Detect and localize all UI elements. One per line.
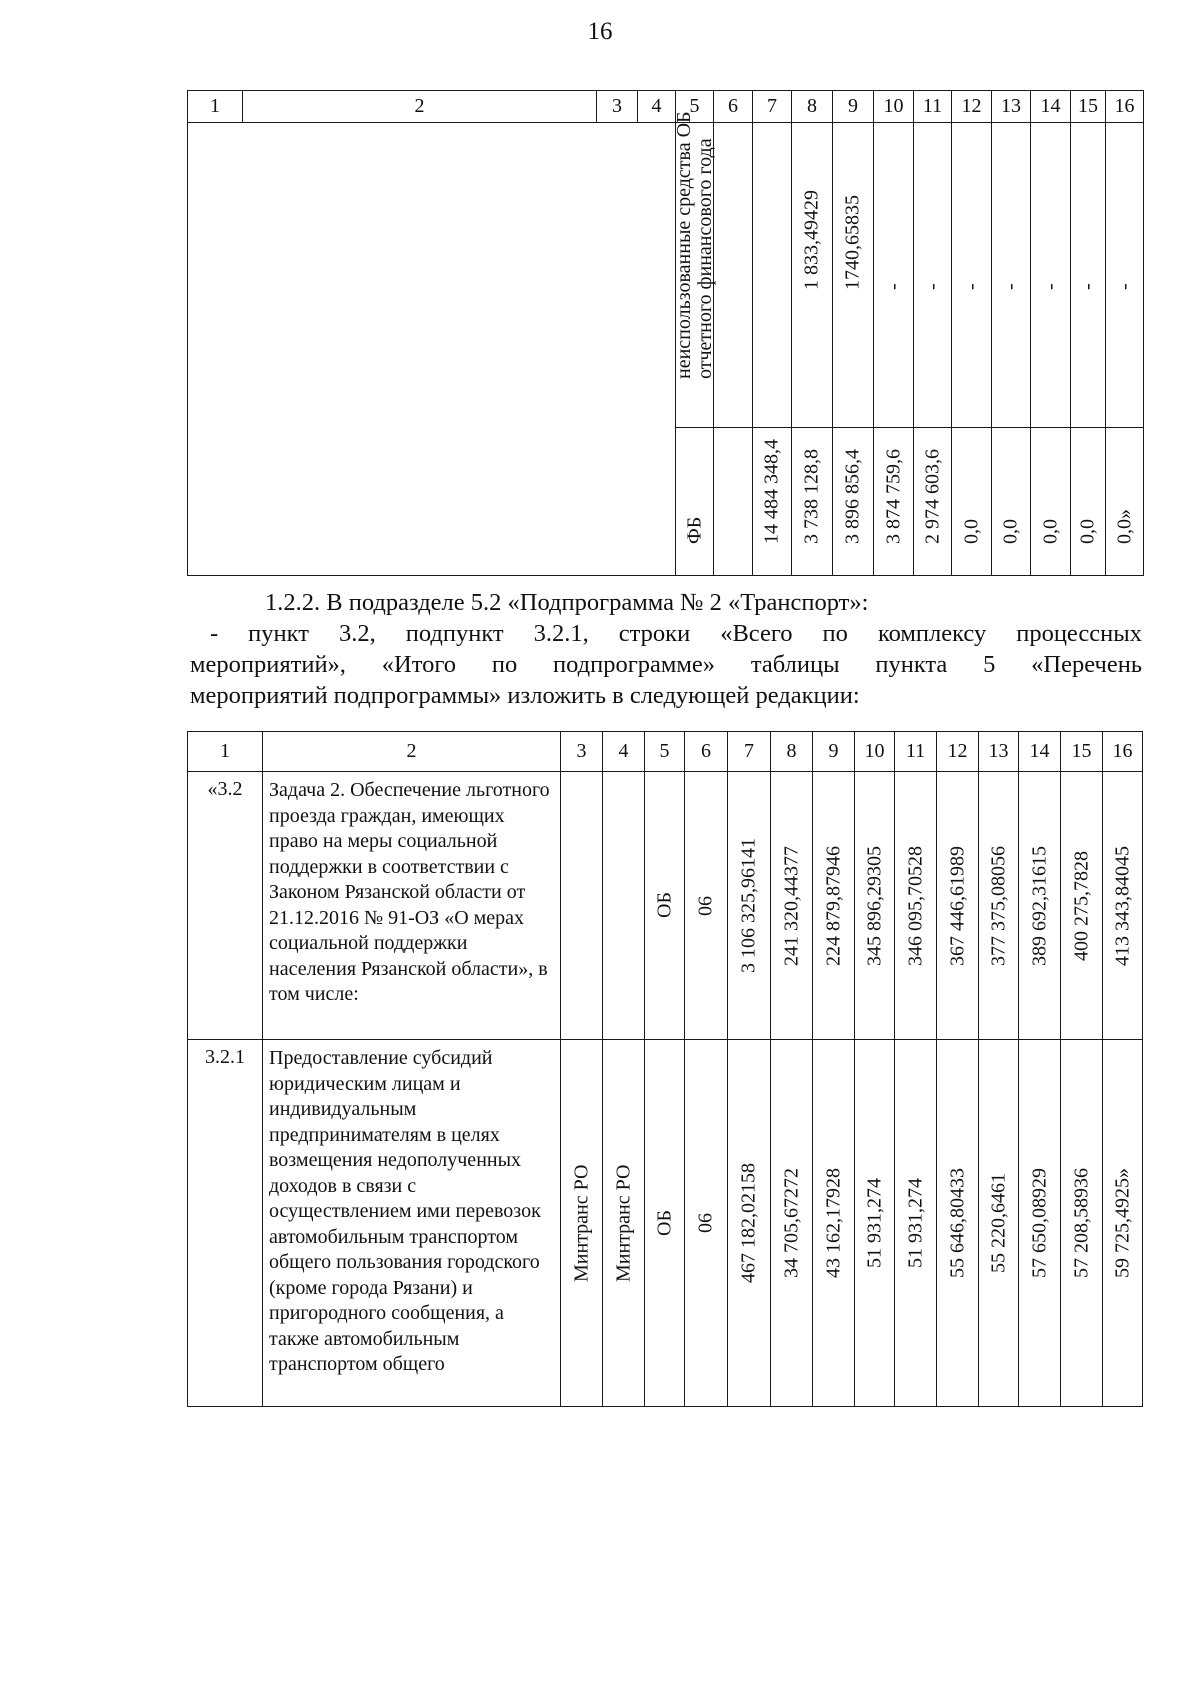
value-cell [833, 123, 874, 428]
value-cell [937, 1040, 979, 1407]
value-cell [1061, 1040, 1103, 1407]
empty-merged-cell [188, 123, 676, 576]
table-continuation [187, 90, 1144, 576]
value-cell [979, 1040, 1019, 1407]
cell-value: 57 650,08929 [1028, 1168, 1050, 1278]
column-header: 16 [1106, 91, 1144, 123]
column-header: 2 [243, 91, 597, 123]
value-cell [645, 772, 685, 1040]
value-cell [1031, 428, 1071, 576]
cell-value: 1 833,49429 [800, 190, 823, 290]
value-cell [1061, 772, 1103, 1040]
column-header: 7 [753, 91, 792, 123]
cell-value: 0,0 [960, 519, 982, 544]
value-cell [895, 772, 937, 1040]
table-row [188, 123, 1144, 428]
value-cell [1019, 772, 1061, 1040]
value-cell [1019, 1040, 1061, 1407]
value-cell [813, 1040, 855, 1407]
cell-value: 3 896 856,4 [841, 449, 864, 544]
cell-value: 1740,65835 [841, 195, 864, 290]
table-activities [187, 731, 1143, 1407]
cell-value: 0,0 [999, 519, 1022, 544]
value-cell [1103, 772, 1143, 1040]
cell-value: 06 [694, 1213, 717, 1233]
section-heading-text: 1.2.2. В подразделе 5.2 «Подпрограмма № 2 «Транспорт»: [265, 589, 869, 616]
cell-value: 06 [694, 895, 717, 916]
value-cell [914, 123, 952, 428]
page-number: 16 [587, 18, 613, 45]
value-cell [771, 772, 813, 1040]
cell-value: - [1039, 283, 1061, 290]
value-cell [645, 1040, 685, 1407]
column-header: 14 [1019, 732, 1061, 772]
cell-value: 51 931,274 [904, 1178, 926, 1268]
value-cell [728, 772, 771, 1040]
value-cell [952, 428, 992, 576]
column-header: 3 [597, 91, 638, 123]
cell-value: Минтранс РО [612, 1164, 634, 1282]
value-cell [813, 772, 855, 1040]
table-row [188, 1040, 1143, 1407]
cell-value: 3 874 759,6 [882, 449, 904, 544]
cell-value: 241 320,44377 [780, 845, 802, 966]
column-header: 4 [638, 91, 676, 123]
cell-value: 367 446,61989 [946, 845, 968, 966]
column-header: 2 [263, 732, 561, 772]
value-cell [603, 1040, 645, 1407]
column-header: 12 [952, 91, 992, 123]
value-cell [992, 123, 1031, 428]
value-cell [833, 428, 874, 576]
column-header: 9 [813, 732, 855, 772]
value-cell [771, 1040, 813, 1407]
cell-value: 467 182,02158 [737, 1163, 760, 1283]
value-cell [792, 123, 833, 428]
value-cell [728, 1040, 771, 1407]
row-description: Задача 2. Обеспечение льготного проезда граждан, имеющих право на меры социальной поддержки в соответствии с Законом Рязанской области от 21.12.2016 № 91-ОЗ «О мерах социальной поддержки населения Рязанской области», в том числе: [263, 772, 561, 1040]
cell-value: - [1076, 283, 1099, 290]
cell-value: 43 162,17928 [822, 1168, 844, 1278]
cell-value: - [1113, 283, 1135, 290]
column-header: 4 [603, 732, 645, 772]
value-cell [753, 123, 792, 428]
value-cell [753, 428, 792, 576]
cell-value: 14 484 348,4 [760, 439, 783, 544]
row-description: Предоставление субсидий юридическим лицам и индивидуальным предпринимателям в целях возмещения недополученных доходов в связи с осуществлением ими перевозок автомобильным транспортом общего пользования городского (кроме города Рязани) и пригородного сообщения, а также автомобильным транспортом общего [263, 1040, 561, 1407]
column-header: 14 [1031, 91, 1071, 123]
value-cell [792, 428, 833, 576]
value-cell [937, 772, 979, 1040]
value-cell [1071, 123, 1106, 428]
paragraph-line-3: мероприятий подпрограммы» изложить в следующей редакции: [190, 682, 860, 709]
source-label: ФБ [683, 516, 705, 544]
column-header: 13 [992, 91, 1031, 123]
column-header: 1 [188, 732, 263, 772]
cell-value: 55 220,6461 [987, 1173, 1009, 1273]
source-label-cell [672, 111, 716, 428]
column-header: 5 [645, 732, 685, 772]
cell-value: 224 879,87946 [822, 845, 844, 966]
column-header: 7 [728, 732, 771, 772]
column-header: 6 [714, 91, 753, 123]
row-number: «3.2 [188, 772, 263, 1040]
value-cell [1031, 123, 1071, 428]
table-row [188, 772, 1143, 1040]
cell-value: 400 275,7828 [1070, 850, 1092, 961]
value-cell [979, 772, 1019, 1040]
column-header: 13 [979, 732, 1019, 772]
section-heading [190, 587, 1142, 618]
value-cell [1103, 1040, 1143, 1407]
cell-value: 346 095,70528 [904, 845, 926, 966]
cell-value: 0,0» [1113, 509, 1135, 544]
value-cell [895, 1040, 937, 1407]
column-header: 9 [833, 91, 874, 123]
column-header: 1 [188, 91, 243, 123]
paragraph-line-1: - пункт 3.2, подпункт 3.2.1, строки «Всего по комплексу процессных [210, 620, 1142, 647]
cell-value: 55 646,80433 [946, 1168, 968, 1278]
paragraph-line-2: мероприятий», «Итого по подпрограмме» таблицы пункта 5 «Перечень [190, 651, 1142, 678]
column-header: 16 [1103, 732, 1143, 772]
value-cell [952, 123, 992, 428]
cell-value: 59 725,4925» [1111, 1168, 1133, 1278]
column-header: 11 [914, 91, 952, 123]
column-header: 15 [1061, 732, 1103, 772]
value-cell [1106, 428, 1144, 576]
cell-value: 51 931,274 [863, 1178, 885, 1268]
value-cell [874, 428, 914, 576]
cell-value: 2 974 603,6 [921, 449, 943, 544]
cell-value: 3 106 325,96141 [737, 838, 760, 973]
column-header: 11 [895, 732, 937, 772]
cell-value: - [882, 283, 904, 290]
column-header: 8 [792, 91, 833, 123]
cell-value: 345 896,29305 [863, 845, 885, 966]
column-header: 5 [676, 91, 714, 123]
cell-value: 57 208,58936 [1070, 1168, 1092, 1278]
column-header: 10 [855, 732, 895, 772]
source-label: неиспользованные средства ОБ отчетного финансового года [672, 111, 716, 379]
value-cell [914, 428, 952, 576]
cell-value: 3 738 128,8 [800, 449, 823, 544]
cell-value: ОБ [653, 1210, 675, 1236]
value-cell [685, 1040, 728, 1407]
table-header-row [188, 732, 1143, 772]
table-header-row [188, 91, 1144, 123]
value-cell [855, 1040, 895, 1407]
cell-value: 413 343,84045 [1111, 845, 1133, 966]
value-cell [685, 772, 728, 1040]
value-cell [874, 123, 914, 428]
source-label-cell [676, 428, 714, 576]
row-number: 3.2.1 [188, 1040, 263, 1407]
column-header: 12 [937, 732, 979, 772]
cell-value: 389 692,31615 [1028, 845, 1050, 966]
column-header: 15 [1071, 91, 1106, 123]
value-cell [1071, 428, 1106, 576]
cell-value: 0,0 [1039, 519, 1061, 544]
cell-value: - [999, 283, 1022, 290]
cell-value: 34 705,67272 [780, 1168, 802, 1278]
column-header: 8 [771, 732, 813, 772]
cell-value: 0,0 [1076, 519, 1099, 544]
value-cell [561, 772, 603, 1040]
value-cell [855, 772, 895, 1040]
column-header: 6 [685, 732, 728, 772]
value-cell [992, 428, 1031, 576]
cell-value: 377 375,08056 [987, 845, 1009, 966]
column-header: 3 [561, 732, 603, 772]
cell-value: - [960, 283, 982, 290]
value-cell [714, 428, 753, 576]
value-cell [561, 1040, 603, 1407]
cell-value: - [921, 283, 943, 290]
value-cell [603, 772, 645, 1040]
cell-value: ОБ [653, 892, 675, 919]
value-cell [1106, 123, 1144, 428]
value-cell [714, 123, 753, 428]
column-header: 10 [874, 91, 914, 123]
cell-value: Минтранс РО [570, 1164, 592, 1282]
